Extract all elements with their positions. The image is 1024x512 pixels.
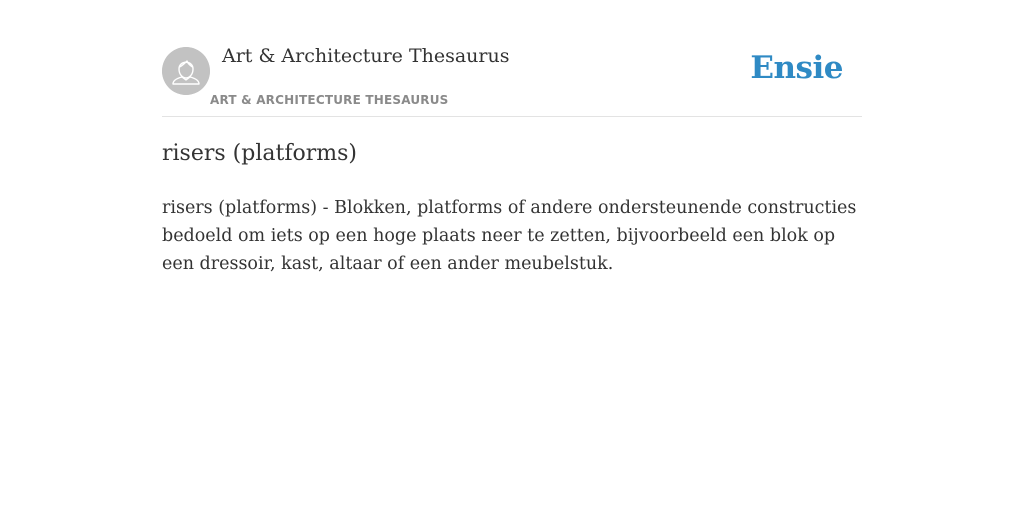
entry-content (162, 138, 862, 278)
source-header (162, 0, 862, 117)
source-subtitle[interactable]: ART & ARCHITECTURE THESAURUS (210, 93, 449, 107)
term-definition: risers (platforms) - Blokken, platforms of andere ondersteunende constructies bedoeld om iets op een hoge plaats neer te zetten, bijvoorbeeld een blok op een dressoir, kast, altaar of een ander meubelstuk. (162, 198, 857, 274)
term-title: risers (platforms) (162, 141, 357, 166)
ensie-logo[interactable]: Ensie (750, 50, 843, 86)
user-avatar-icon (162, 47, 210, 95)
source-title[interactable]: Art & Architecture Thesaurus (222, 45, 510, 67)
source-avatar[interactable] (162, 47, 210, 95)
